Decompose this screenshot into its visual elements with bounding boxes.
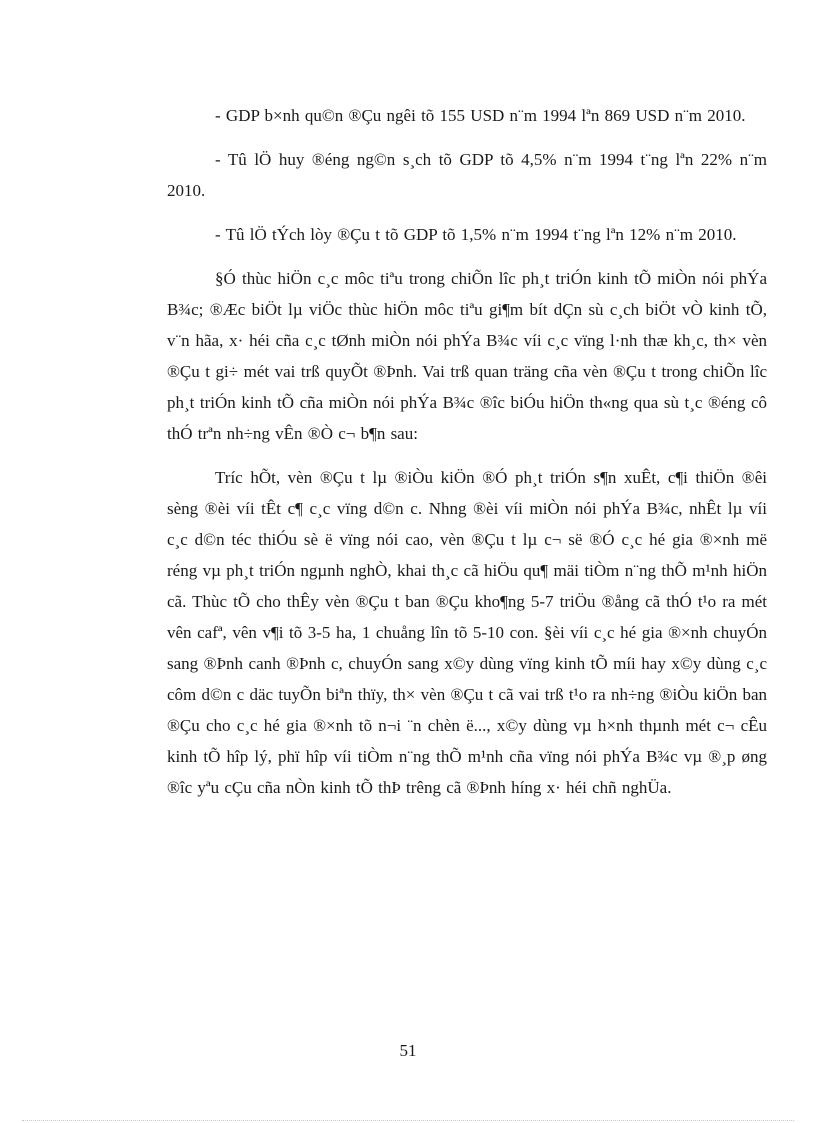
paragraph-gdp-per-capita: - GDP b×nh qu©n ®Çu ngêi tõ 155 USD n¨m 1994 lªn 869 USD n¨m 2010. [215, 106, 746, 125]
page-number: 51 [399, 1041, 417, 1060]
paragraph-investment-role: §Ó thùc hiÖn c¸c môc tiªu trong chiÕn lîc ph¸t triÓn kinh tÕ miÒn nói phÝa B¾c; ®Æc biÖt lµ viÖc thùc hiÖn môc tiªu gi¶m bít dÇn sù c¸ch biÖt vÒ kinh tÕ, v¨n hãa, x· héi cña c¸c tØnh miÒn nói phÝa B¾c víi c¸c vïng l·nh thæ kh¸c, th× vèn ®Çu t gi÷ mét vai trß quyÕt ®Þnh. Vai trß quan träng cña vèn ®Çu t trong chiÕn lîc ph¸t triÓn kinh tÕ cña miÒn nói phÝa B¾c ®îc biÓu hiÖn th«ng qua sù t¸c ®éng cô thÓ trªn nh÷ng vÊn ®Ò c¬ b¶n sau: [167, 269, 767, 443]
paragraph-budget-mobilization: - Tû lÖ huy ®éng ng©n s¸ch tõ GDP tõ 4,5% n¨m 1994 t¨ng lªn 22% n¨m 2010. [167, 150, 767, 200]
paragraph-investment-accumulation: - Tû lÖ tÝch lòy ®Çu t tõ GDP tõ 1,5% n¨m 1994 t¨ng lªn 12% n¨m 2010. [215, 225, 737, 244]
page-bottom-divider [22, 1120, 794, 1121]
paragraph-investment-conditions: Tríc hÕt, vèn ®Çu t lµ ®iÒu kiÖn ®Ó ph¸t triÓn s¶n xuÊt, c¶i thiÖn ®êi sèng ®èi víi tÊt c¶ c¸c vïng d©n c. Nhng ®èi víi miÒn nói phÝa B¾c, nhÊt lµ víi c¸c d©n téc thiÓu sè ë vïng nói cao, vèn ®Çu t lµ c¬ së ®Ó c¸c hé gia ®×nh më réng vµ ph¸t triÓn ngµnh nghÒ, khai th¸c cã hiÖu qu¶ mäi tiÒm n¨ng thÕ m¹nh hiÖn cã. Thùc tÕ cho thÊy vèn ®Çu t ban ®Çu kho¶ng 5-7 triÖu ®ång cã thÓ t¹o ra mét vên cafª, vên v¶i tõ 3-5 ha, 1 chuång lîn tõ 5-10 con. §èi víi c¸c hé gia ®×nh chuyÓn sang ®Þnh canh ®Þnh c, chuyÓn sang x©y dùng vïng kinh tÕ míi hay x©y dùng c¸c côm d©n c däc tuyÕn biªn thïy, th× vèn ®Çu t cã vai trß t¹o ra nh÷ng ®iÒu kiÖn ban ®Çu cho c¸c hé gia ®×nh tõ n¬i ¨n chèn ë..., x©y dùng vµ h×nh thµnh mét c¬ cÊu kinh tÕ hîp lý, phï hîp víi tiÒm n¨ng thÕ m¹nh cña vïng nói phÝa B¾c vµ ®¸p øng ®îc yªu cÇu cña nÒn kinh tÕ thÞ trêng cã ®Þnh híng x· héi chñ nghÜa. [167, 468, 767, 797]
page-body [167, 100, 767, 816]
